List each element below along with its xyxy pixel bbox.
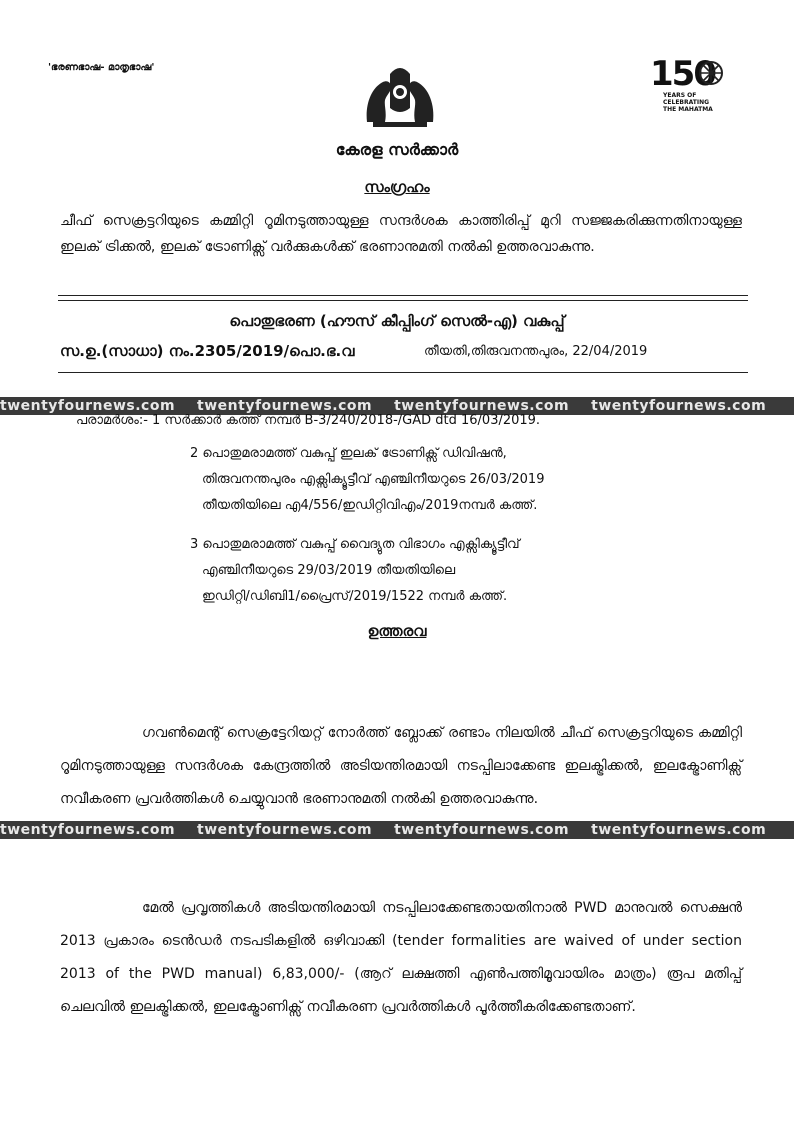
watermark-text: twentyfournews.com xyxy=(0,822,176,838)
logo-caption-line: YEARS OF xyxy=(663,92,697,99)
reference-2 xyxy=(190,441,544,519)
order-paragraph-2 xyxy=(60,892,742,1024)
reference-line: തിരുവനന്തപുരം എക്സിക്യൂട്ടീവ് എഞ്ചിനീയറുടെ 26/03/2019 xyxy=(202,472,545,487)
reference-line: എഞ്ചിനീയറുടെ 29/03/2019 തീയതിയിലെ xyxy=(202,563,456,578)
watermark-text: twentyfournews.com xyxy=(394,822,570,838)
reference-line: ഇഡിറ്റി/ഡിബി1/പ്രൈസ്/2019/1522 നമ്പർ കത്ത്. xyxy=(202,589,508,604)
watermark-text: twentyfournews.com xyxy=(591,822,767,838)
watermark-text: twentyfournews.com xyxy=(197,822,373,838)
divider xyxy=(58,372,748,373)
government-title: കേരള സർക്കാർ xyxy=(335,140,459,159)
order-heading: ഉത്തരവ xyxy=(367,622,427,640)
gandhi-150-logo xyxy=(636,54,736,122)
order-number: സ.ഉ.(സാധാ) നം.2305/2019/പൊ.ഭ.വ xyxy=(60,342,355,360)
reference-line: 2 പൊതുമരാമത്ത് വകുപ്പ് ഇലക് ട്രോണിക്സ് ഡിവിഷൻ, xyxy=(190,446,507,461)
watermark-text: twentyfournews.com xyxy=(197,398,373,414)
paragraph-text: മേൽ പ്രവൃത്തികൾ അടിയന്തിരമായി നടപ്പിലാക്കേണ്ടതായതിനാൽ PWD മാനുവൽ സെക്ഷൻ 2013 പ്രകാരം ടെൻഡർ നടപടികളിൽ ഒഴിവാക്കി (tender formalities are waived of under section 2013 of the PWD manual) 6,83,000/- (ആറ് ലക്ഷത്തി എൺപത്തിമൂവായിരം മാത്രം) രൂപ മതിപ്പ് ചെലവിൽ ഇലക്ട്രിക്കൽ, ഇലക്ട്രോണിക്സ് നവീകരണ പ്രവർത്തികൾ പൂർത്തീകരിക്കേണ്ടതാണ്. xyxy=(60,900,742,1015)
watermark-text: twentyfournews.com xyxy=(0,398,176,414)
logo-caption-line: CELEBRATING xyxy=(663,99,710,106)
logo-caption-line: THE MAHATMA xyxy=(663,106,713,113)
reference-line: തീയതിയിലെ എ4/556/ഇഡിറ്റിവിഎം/2019നമ്പർ കത്ത്. xyxy=(202,498,538,513)
slogan: 'ഭരണഭാഷ- മാതൃഭാഷ' xyxy=(48,62,155,73)
watermark-text: twentyfournews.com xyxy=(394,398,570,414)
reference-3 xyxy=(190,532,520,610)
subject-text: ചീഫ് സെക്രട്ടറിയുടെ കമ്മിറ്റി റൂമിനടുത്തായുള്ള സന്ദർശക കാത്തിരിപ്പ് മുറി സജ്ജകരിക്കുന്നതിനായുള്ള ഇലക് ട്രിക്കൽ, ഇലക് ട്രോണിക്സ് വർക്കുകൾക്ക് ഭരണാനുമതി നൽകി ഉത്തരവാകുന്നു. xyxy=(60,213,742,255)
charkha-wheel-icon xyxy=(698,60,724,86)
divider xyxy=(58,300,748,301)
abstract-heading: സംഗ്രഹം xyxy=(364,178,430,196)
department-title: പൊതുഭരണ (ഹൗസ് കീപ്പിംഗ് സെൽ-എ) വകുപ്പ് xyxy=(229,312,565,330)
logo-number: 150 xyxy=(650,54,715,94)
watermark-text: twentyfournews.com xyxy=(591,398,767,414)
divider xyxy=(58,295,748,296)
order-date: തീയതി,തിരുവനന്തപുരം, 22/04/2019 xyxy=(424,344,648,359)
watermark-band xyxy=(0,821,794,839)
paragraph-text: ഗവൺമെന്റ് സെക്രട്ടേറിയറ്റ് നോർത്ത് ബ്ലോക്ക് രണ്ടാം നിലയിൽ ചീഫ് സെക്രട്ടറിയുടെ കമ്മിറ്റി റൂമിനടുത്തായുള്ള സന്ദർശക കേന്ദ്രത്തിൽ അടിയന്തിരമായി നടപ്പിലാക്കേണ്ട ഇലക്ട്രിക്കൽ, ഇലക്ട്രോണിക്സ് നവീകരണ പ്രവർത്തികൾ ചെയ്യുവാൻ ഭരണാനുമതി നൽകി ഉത്തരവാകുന്നു. xyxy=(60,725,742,807)
order-paragraph-1 xyxy=(60,717,742,816)
state-emblem xyxy=(363,60,437,128)
reference-line: 3 പൊതുമരാമത്ത് വകുപ്പ് വൈദ്യുത വിഭാഗം എക്സിക്യൂട്ടീവ് xyxy=(190,537,520,552)
reference-1: പരാമർശം:- 1 സർക്കാർ കത്ത് നമ്പർ B-3/240/2018-/GAD dtd 16/03/2019. xyxy=(76,413,541,428)
